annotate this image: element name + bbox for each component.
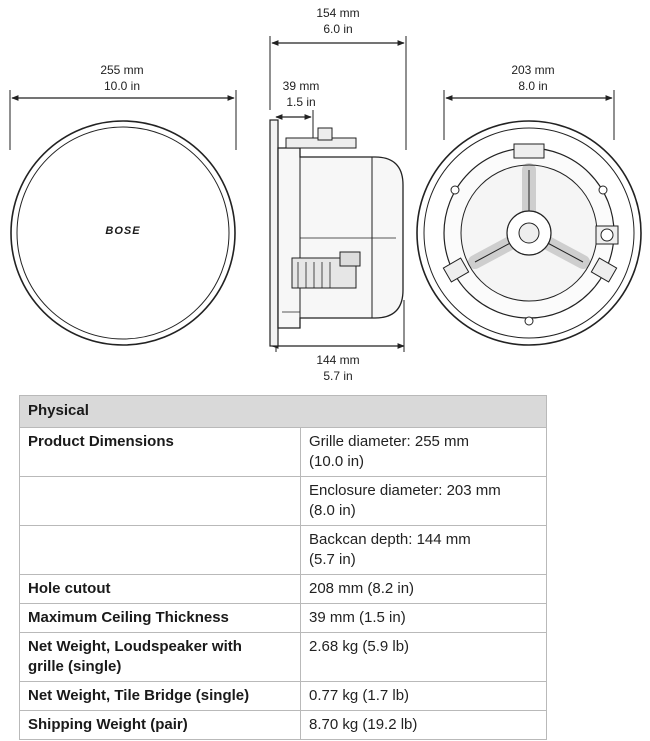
row-value: 39 mm (1.5 in)	[301, 604, 547, 633]
table-row	[20, 477, 547, 526]
row-label	[20, 633, 301, 682]
table-row	[20, 711, 547, 740]
front-view-drawing	[10, 90, 236, 345]
table-row	[20, 526, 547, 575]
bose-logo: BOSE	[105, 225, 141, 237]
value-line: Grille diameter: 255 mm	[309, 433, 470, 450]
side-flange-dimension-mm: 39 mm	[282, 79, 320, 93]
label-line: grille (single)	[28, 658, 122, 675]
physical-specs-table	[19, 395, 547, 740]
value-line: (8.0 in)	[309, 502, 356, 519]
rear-dimension-mm: 203 mm	[511, 63, 555, 77]
row-value	[301, 477, 547, 526]
row-label: Hole cutout	[20, 575, 301, 604]
value-line: (10.0 in)	[309, 453, 365, 470]
table-header-row	[20, 396, 547, 428]
row-value: 8.70 kg (19.2 lb)	[301, 711, 547, 740]
row-value: 0.77 kg (1.7 lb)	[301, 682, 547, 711]
row-value	[301, 526, 547, 575]
side-flange-dimension-label	[263, 78, 339, 110]
row-value: 208 mm (8.2 in)	[301, 575, 547, 604]
rear-view-drawing	[417, 90, 641, 345]
row-label: Maximum Ceiling Thickness	[20, 604, 301, 633]
value-line: Backcan depth: 144 mm	[309, 531, 471, 548]
table-row	[20, 682, 547, 711]
row-label: Product Dimensions	[20, 428, 301, 477]
row-label	[20, 526, 301, 575]
row-value: 2.68 kg (5.9 lb)	[301, 633, 547, 682]
side-bottom-dimension-mm: 144 mm	[316, 353, 360, 367]
row-label: Shipping Weight (pair)	[20, 711, 301, 740]
table-row	[20, 575, 547, 604]
rear-dimension-label	[493, 62, 573, 94]
front-dimension-in: 10.0 in	[103, 79, 141, 93]
rear-dimension-in: 8.0 in	[518, 79, 548, 93]
table-header: Physical	[20, 396, 547, 428]
side-top-dimension-mm: 154 mm	[316, 6, 360, 20]
row-value	[301, 428, 547, 477]
table-row	[20, 428, 547, 477]
side-bottom-dimension-label	[298, 352, 378, 384]
side-flange-dimension-in: 1.5 in	[286, 95, 316, 109]
side-top-dimension-label	[298, 5, 378, 37]
row-label	[20, 477, 301, 526]
row-label: Net Weight, Tile Bridge (single)	[20, 682, 301, 711]
front-dimension-mm: 255 mm	[100, 63, 144, 77]
side-bottom-dimension-in: 5.7 in	[323, 369, 353, 383]
table-row	[20, 604, 547, 633]
value-line: Enclosure diameter: 203 mm	[309, 482, 501, 499]
value-line: (5.7 in)	[309, 551, 356, 568]
table-row	[20, 633, 547, 682]
front-dimension-label	[82, 62, 162, 94]
label-line: Net Weight, Loudspeaker with	[28, 638, 242, 655]
side-top-dimension-in: 6.0 in	[323, 22, 353, 36]
